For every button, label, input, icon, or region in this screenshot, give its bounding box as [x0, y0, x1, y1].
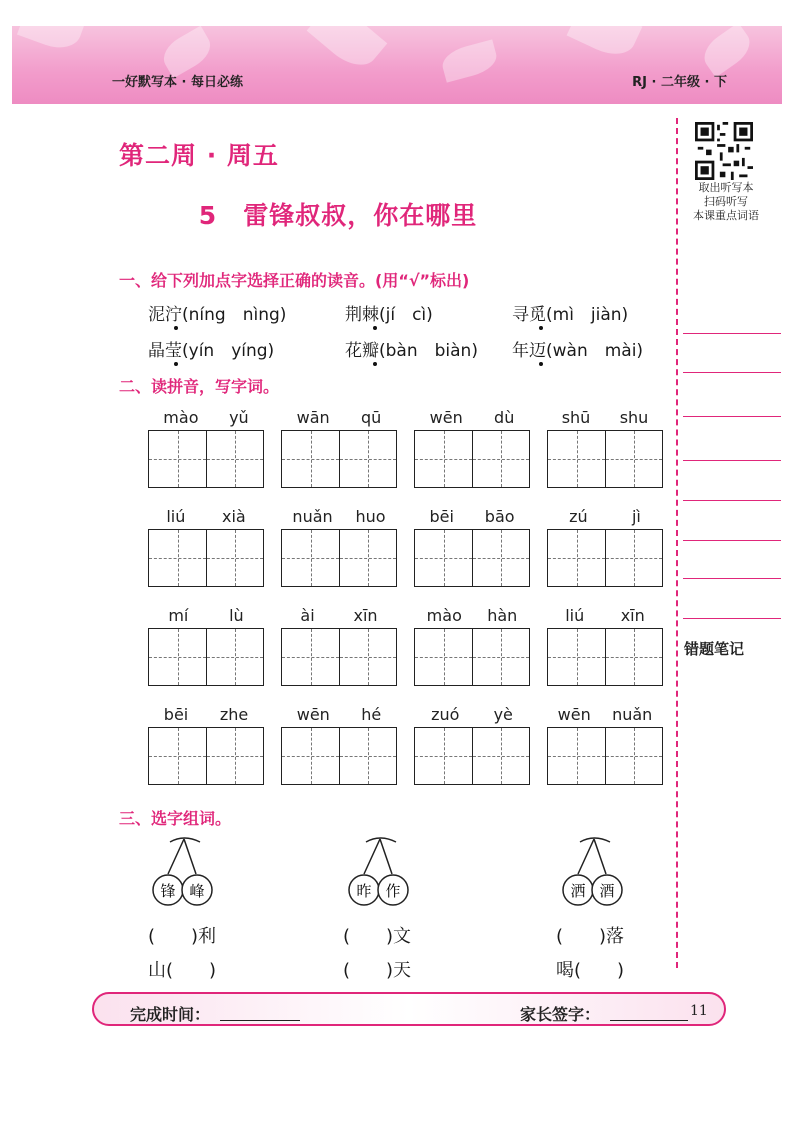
pinyin-syllable: mào: [163, 408, 199, 427]
emphasis-dot: [373, 326, 377, 330]
pinyin-syllable: nuǎn: [292, 507, 333, 526]
completion-time-label: 完成时间：: [130, 1005, 211, 1024]
emphasis-dot: [373, 362, 377, 366]
reading-item: 寻觅(mì jiàn): [512, 305, 629, 325]
writing-cell[interactable]: [472, 431, 529, 487]
pinyin-syllable: shu: [619, 408, 649, 427]
pinyin-label-row: [547, 507, 663, 529]
cherry-pair-3: [556, 834, 630, 910]
pinyin-syllable: wēn: [557, 705, 591, 724]
word-blank[interactable]: 山( ): [148, 960, 217, 981]
guide-line: [444, 728, 445, 784]
pinyin-syllable: bēi: [163, 705, 189, 724]
writing-cell[interactable]: [415, 728, 472, 784]
pinyin-syllable: bēi: [429, 507, 454, 526]
word-blank[interactable]: ( )天: [343, 960, 412, 981]
writing-grid: [281, 430, 397, 488]
pinyin-syllable: huo: [355, 507, 386, 526]
pinyin-syllable: xià: [221, 507, 246, 526]
pinyin-syllable: zhe: [219, 705, 249, 724]
header-banner: [12, 26, 782, 104]
cherry-char: 峰: [189, 882, 205, 900]
week-title: 第二周 · 周五: [119, 141, 279, 170]
pinyin-syllable: jì: [631, 507, 641, 526]
pinyin-syllable: mào: [426, 606, 462, 625]
guide-line: [634, 629, 635, 685]
writing-grid: [547, 430, 663, 488]
pinyin-syllable: bāo: [484, 507, 515, 526]
pinyin-label-row: [414, 507, 530, 529]
pinyin-syllable: shū: [561, 408, 591, 427]
writing-cell[interactable]: [149, 431, 206, 487]
note-line: [683, 416, 781, 417]
guide-line: [311, 530, 312, 586]
writing-cell[interactable]: [282, 431, 339, 487]
pinyin-syllable: hé: [361, 705, 382, 724]
word-blank[interactable]: ( )落: [556, 926, 625, 947]
emphasis-dot: [174, 362, 178, 366]
pinyin-label-row: [148, 705, 264, 727]
writing-cell[interactable]: [605, 530, 662, 586]
cherry-char: 作: [385, 882, 401, 900]
writing-cell[interactable]: [149, 728, 206, 784]
writing-cell[interactable]: [206, 431, 263, 487]
guide-line: [577, 530, 578, 586]
writing-grid: [414, 529, 530, 587]
writing-grid: [281, 628, 397, 686]
pinyin-label-row: [547, 408, 663, 430]
pinyin-syllable: lù: [229, 606, 244, 625]
writing-cell[interactable]: [415, 629, 472, 685]
writing-grid: [414, 628, 530, 686]
writing-cell[interactable]: [339, 629, 396, 685]
pinyin-syllable: hàn: [487, 606, 518, 625]
guide-line: [311, 728, 312, 784]
word-blank[interactable]: 喝( ): [556, 960, 625, 981]
pinyin-label-row: [281, 705, 397, 727]
petal-decoration: [439, 39, 500, 82]
writing-grid: [148, 727, 264, 785]
guide-line: [178, 629, 179, 685]
section2-title: 二、读拼音，写字词。: [119, 377, 280, 396]
guide-line: [501, 431, 502, 487]
note-line: [683, 333, 781, 334]
pinyin-label-row: [281, 507, 397, 529]
pinyin-syllable: zuó: [431, 705, 460, 724]
writing-cell[interactable]: [472, 728, 529, 784]
petal-decoration: [697, 26, 756, 77]
guide-line: [368, 728, 369, 784]
note-line: [683, 578, 781, 579]
header-series-title: 一好默写本 · 每日必练: [112, 75, 243, 90]
parent-signature-label: 家长签字：: [520, 1005, 601, 1024]
writing-cell[interactable]: [339, 431, 396, 487]
completion-time-field[interactable]: [220, 1020, 300, 1021]
pinyin-label-row: [148, 606, 264, 628]
writing-grid: [414, 430, 530, 488]
error-notes-title: 错题笔记: [684, 640, 745, 658]
writing-cell[interactable]: [339, 530, 396, 586]
guide-line: [501, 530, 502, 586]
pinyin-syllable: dù: [494, 408, 515, 427]
guide-line: [634, 728, 635, 784]
lesson-title: 5 雷锋叔叔，你在哪里: [198, 201, 478, 230]
note-line: [683, 460, 781, 461]
pinyin-label-row: [547, 606, 663, 628]
page-number: 11: [690, 1003, 708, 1019]
reading-item: 荆棘(jí cì): [345, 305, 433, 325]
guide-line: [634, 431, 635, 487]
guide-line: [634, 530, 635, 586]
cherry-char: 昨: [356, 882, 372, 900]
pinyin-label-row: [281, 408, 397, 430]
writing-cell[interactable]: [282, 530, 339, 586]
writing-cell[interactable]: [548, 431, 605, 487]
writing-grid: [547, 727, 663, 785]
reading-item: 泥泞(níng nìng): [148, 305, 287, 325]
writing-cell[interactable]: [548, 728, 605, 784]
note-line: [683, 540, 781, 541]
writing-cell[interactable]: [282, 728, 339, 784]
pinyin-syllable: ài: [300, 606, 315, 625]
emphasis-dot: [539, 362, 543, 366]
guide-line: [178, 431, 179, 487]
guide-line: [444, 530, 445, 586]
reading-item: 花瓣(bàn biàn): [345, 341, 478, 361]
writing-cell[interactable]: [149, 530, 206, 586]
pinyin-label-row: [148, 507, 264, 529]
qr-caption: 取出听写本 扫码听写 本课重点词语: [693, 181, 759, 222]
note-line: [683, 372, 781, 373]
pinyin-syllable: wēn: [429, 408, 463, 427]
guide-line: [444, 629, 445, 685]
writing-cell[interactable]: [206, 629, 263, 685]
pinyin-label-row: [281, 606, 397, 628]
writing-cell[interactable]: [548, 530, 605, 586]
guide-line: [311, 629, 312, 685]
pinyin-label-row: [148, 408, 264, 430]
guide-line: [235, 728, 236, 784]
cherry-char: 洒: [570, 882, 586, 900]
guide-line: [577, 431, 578, 487]
writing-grid: [547, 628, 663, 686]
pinyin-label-row: [414, 408, 530, 430]
pinyin-syllable: xīn: [353, 606, 378, 625]
note-line: [683, 500, 781, 501]
pinyin-syllable: qū: [361, 408, 382, 427]
guide-line: [577, 629, 578, 685]
cherry-pair-1: [146, 834, 220, 910]
guide-line: [311, 431, 312, 487]
sidebar-divider: [676, 118, 678, 968]
pinyin-label-row: [547, 705, 663, 727]
guide-line: [577, 728, 578, 784]
header-grade-label: RJ · 二年级 · 下: [632, 75, 727, 90]
guide-line: [368, 530, 369, 586]
pinyin-syllable: wēn: [296, 705, 330, 724]
pinyin-syllable: liú: [565, 606, 585, 625]
reading-item: 晶莹(yín yíng): [148, 341, 275, 361]
pinyin-syllable: zú: [569, 507, 588, 526]
guide-line: [501, 728, 502, 784]
writing-cell[interactable]: [605, 431, 662, 487]
petal-decoration: [17, 26, 87, 55]
guide-line: [444, 431, 445, 487]
pinyin-syllable: xīn: [620, 606, 645, 625]
cherry-pair-2: [342, 834, 416, 910]
writing-cell[interactable]: [339, 728, 396, 784]
guide-line: [235, 431, 236, 487]
writing-grid: [281, 727, 397, 785]
emphasis-dot: [539, 326, 543, 330]
word-blank[interactable]: ( )利: [148, 926, 217, 947]
parent-signature-field[interactable]: [610, 1020, 688, 1021]
pinyin-label-row: [414, 705, 530, 727]
pinyin-syllable: yǔ: [229, 408, 249, 427]
guide-line: [178, 530, 179, 586]
writing-cell[interactable]: [282, 629, 339, 685]
word-blank[interactable]: ( )文: [343, 926, 412, 947]
emphasis-dot: [174, 326, 178, 330]
writing-cell[interactable]: [206, 728, 263, 784]
footer-bar: [92, 992, 726, 1026]
guide-line: [178, 728, 179, 784]
guide-line: [368, 431, 369, 487]
writing-grid: [547, 529, 663, 587]
guide-line: [368, 629, 369, 685]
reading-item: 年迈(wàn mài): [512, 341, 644, 361]
pinyin-label-row: [414, 606, 530, 628]
qr-code-icon[interactable]: [694, 122, 754, 180]
pinyin-syllable: wān: [296, 408, 330, 427]
pinyin-syllable: nuǎn: [612, 705, 653, 724]
writing-cell[interactable]: [605, 728, 662, 784]
note-line: [683, 618, 781, 619]
writing-cell[interactable]: [206, 530, 263, 586]
writing-grid: [148, 529, 264, 587]
writing-cell[interactable]: [415, 431, 472, 487]
writing-cell[interactable]: [415, 530, 472, 586]
guide-line: [501, 629, 502, 685]
writing-grid: [414, 727, 530, 785]
guide-line: [235, 530, 236, 586]
writing-cell[interactable]: [472, 629, 529, 685]
writing-grid: [281, 529, 397, 587]
pinyin-syllable: liú: [166, 507, 186, 526]
writing-cell[interactable]: [605, 629, 662, 685]
cherry-char: 锋: [160, 882, 176, 900]
petal-decoration: [307, 26, 388, 76]
cherry-char: 酒: [599, 882, 615, 900]
writing-grid: [148, 430, 264, 488]
writing-cell[interactable]: [548, 629, 605, 685]
petal-decoration: [567, 26, 643, 63]
pinyin-syllable: mí: [168, 606, 189, 625]
writing-cell[interactable]: [149, 629, 206, 685]
section1-title: 一、给下列加点字选择正确的读音。(用“√”标出): [119, 271, 470, 290]
writing-grid: [148, 628, 264, 686]
writing-cell[interactable]: [472, 530, 529, 586]
guide-line: [235, 629, 236, 685]
pinyin-syllable: yè: [493, 705, 513, 724]
section3-title: 三、选字组词。: [119, 809, 232, 828]
